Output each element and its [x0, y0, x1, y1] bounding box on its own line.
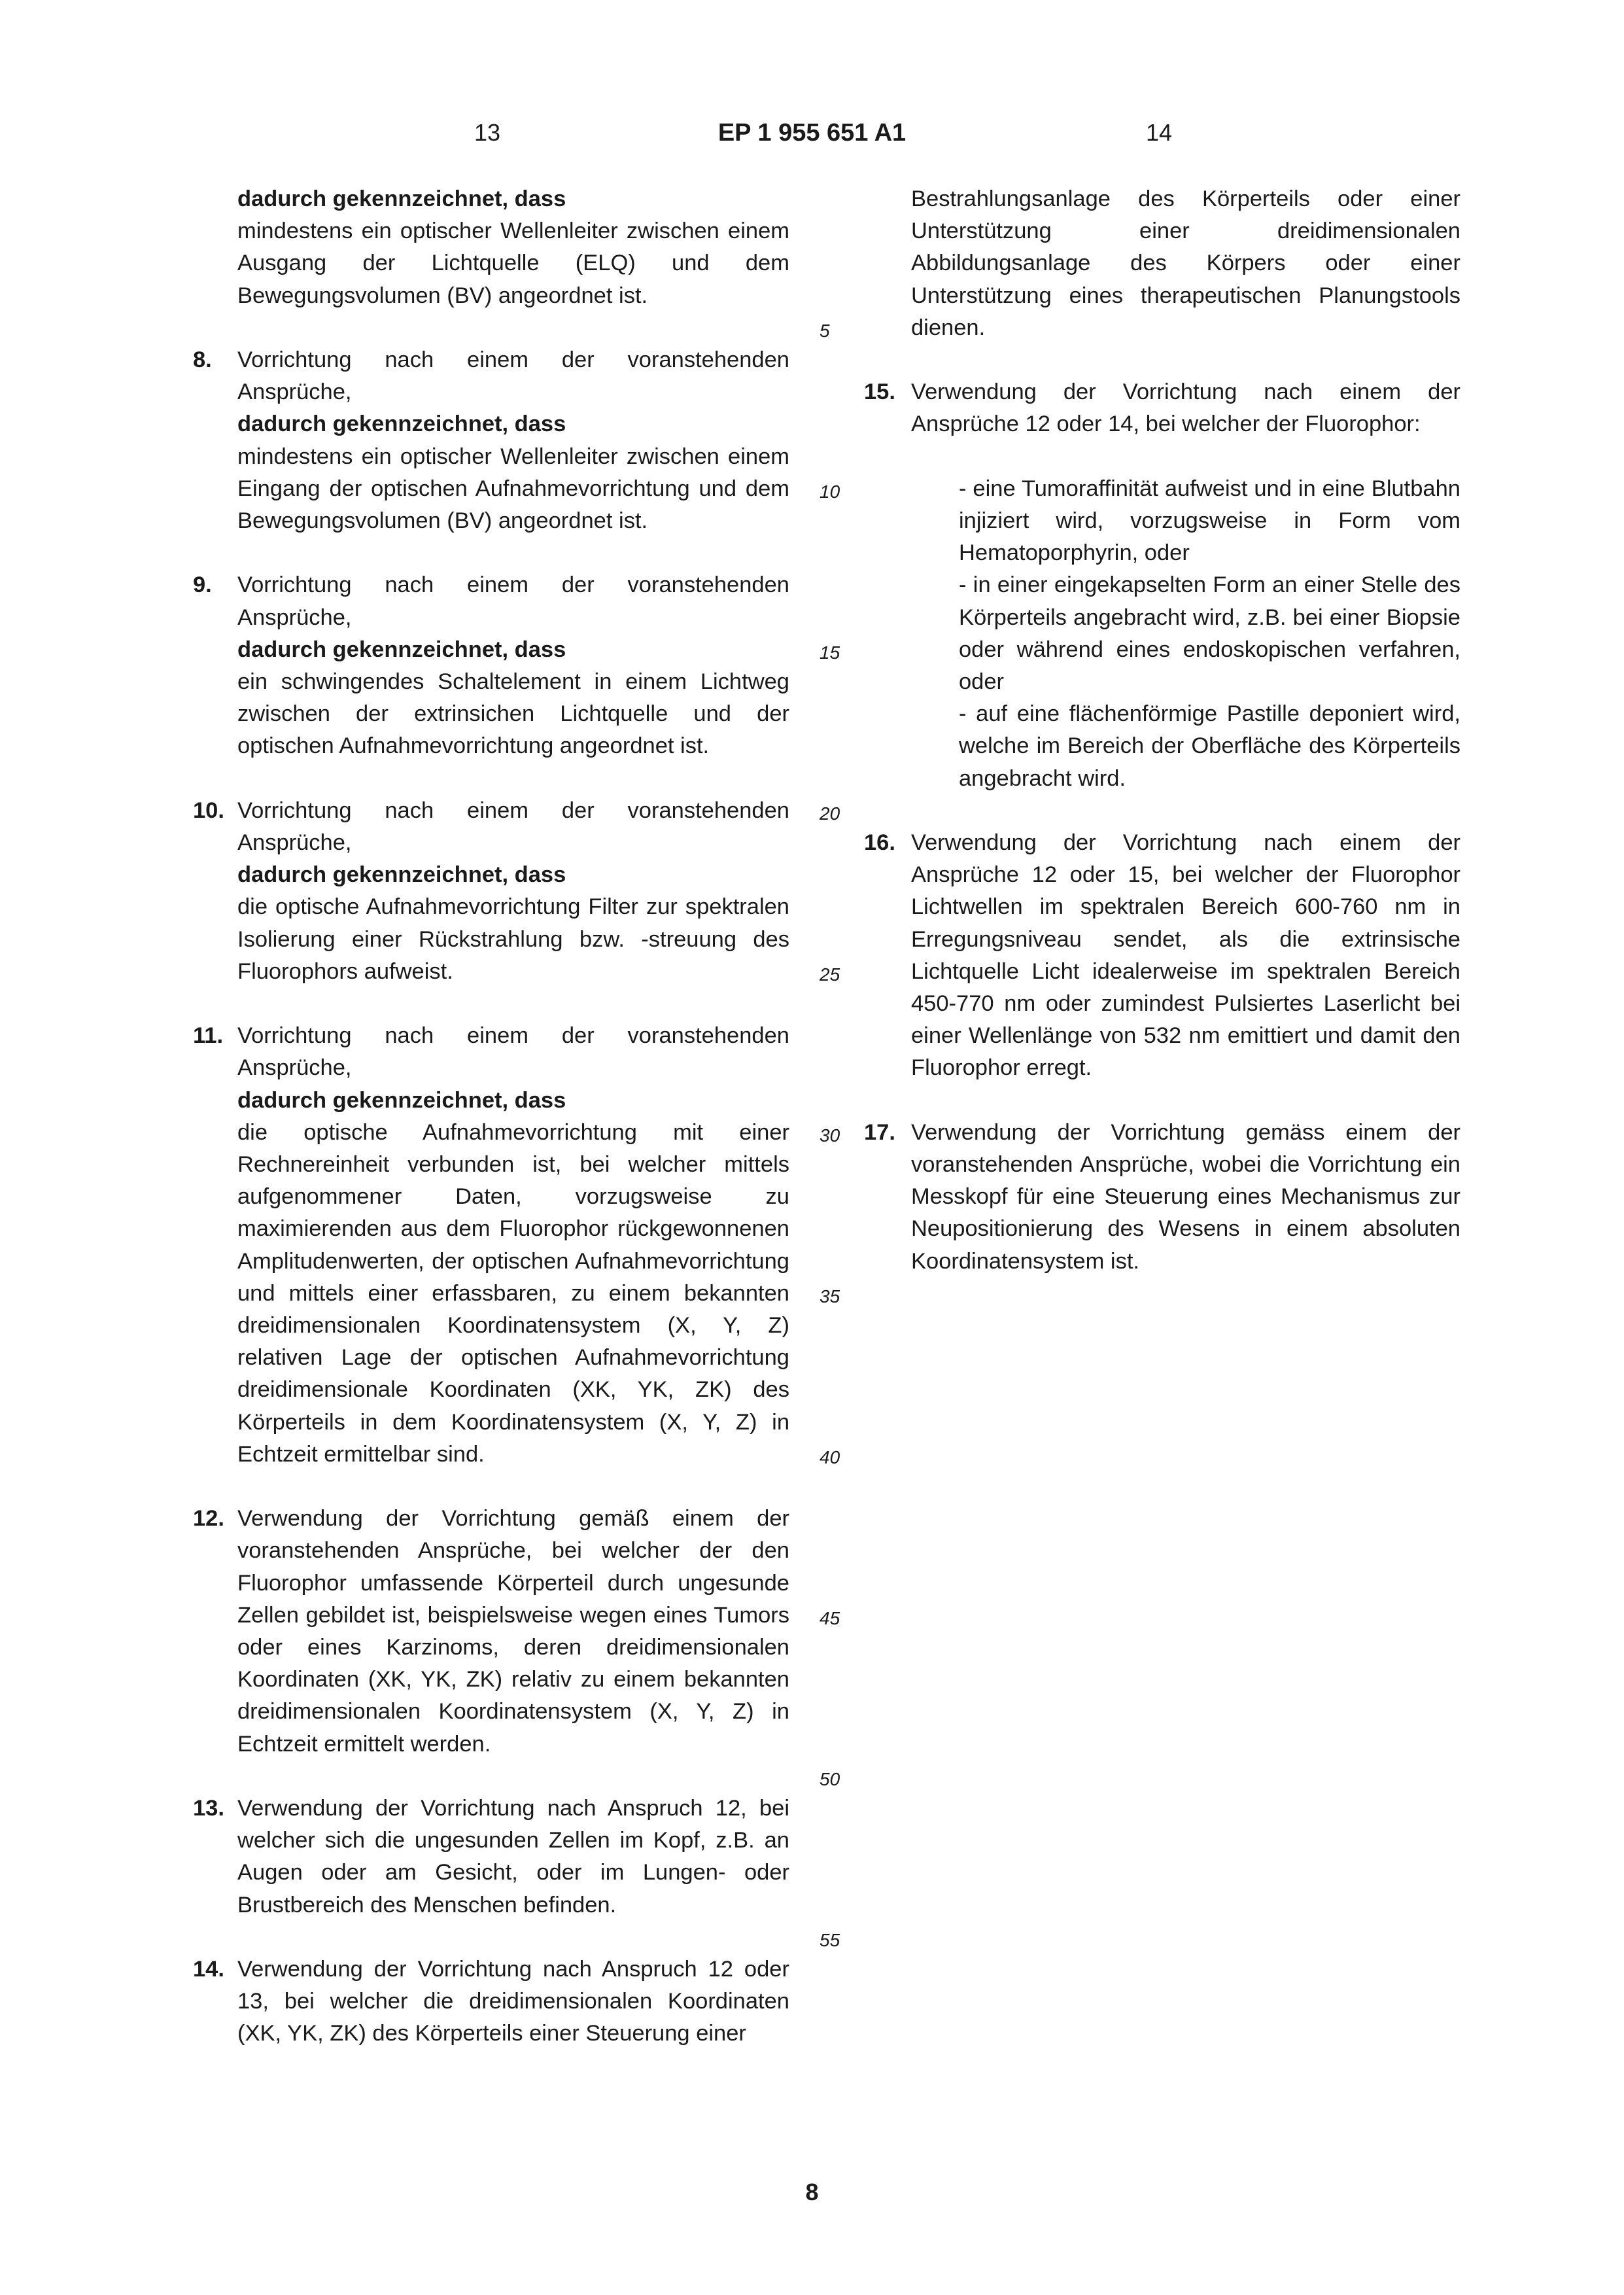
claim-item: - eine Tumoraffinität aufweist und in eine Blutbahn injiziert wird, vorzugsweise in Form vom Hematoporphyrin, oder — [959, 476, 1460, 566]
line-number: 20 — [820, 803, 840, 824]
claim-keyword: dadurch gekennzeichnet, dass — [237, 412, 566, 437]
claim-keyword: dadurch gekennzeichnet, dass — [237, 1087, 566, 1113]
right-column — [864, 183, 1460, 1310]
claim-number: 13. — [193, 1796, 224, 1821]
claim-keyword: dadurch gekennzeichnet, dass — [237, 186, 566, 211]
line-number: 45 — [820, 1608, 840, 1628]
left-page-number: 13 — [474, 119, 501, 146]
left-column — [193, 183, 789, 2082]
claim-text: ein schwingendes Schaltelement in einem Lichtweg zwischen der extrinsichen Lichtquelle und der optischen Aufnahmevorrichtung angeordnet ist. — [237, 669, 789, 759]
line-number: 40 — [820, 1447, 840, 1467]
right-page-number: 14 — [1146, 119, 1173, 146]
claim-text: die optische Aufnahmevorrichtung mit einer Rechnereinheit verbunden ist, bei welcher mittels aufgenommener Daten, vorzugsweise zu maximierenden aus dem Fluorophor rückgewonnenen Amplitudenwerten, der optischen Aufnahmevorrichtung und mittels einer erfassbaren, zu einem bekannten dreidimensionalen Koordinatensystem (X, Y, Z) relativen Lage der optischen Aufnahmevorrichtung dreidimensionale Koordinaten (XK, YK, ZK) des Körperteils in dem Koordinatensystem (X, Y, Z) in Echtzeit ermittelbar sind. — [237, 1119, 789, 1467]
line-number: 50 — [820, 1769, 840, 1789]
claim-item: - auf eine flächenförmige Pastille deponiert wird, welche im Bereich der Oberfläche des Körperteils angebracht wird. — [959, 701, 1460, 791]
claim-16 — [864, 827, 1460, 1085]
claim-text: Verwendung der Vorrichtung nach einem der Ansprüche 12 oder 14, bei welcher der Fluorophor: — [911, 379, 1460, 437]
claim-number: 17. — [864, 1119, 895, 1145]
claim-intro: Vorrichtung nach einem der voranstehenden Ansprüche, — [237, 347, 789, 405]
line-number: 15 — [820, 642, 840, 663]
claim-text: die optische Aufnahmevorrichtung Filter zur spektralen Isolierung einer Rückstrahlung bzw. -streuung des Fluorophors aufweist. — [237, 894, 789, 984]
claim-17 — [864, 1117, 1460, 1278]
page-number: 8 — [805, 2179, 819, 2205]
line-number: 30 — [820, 1125, 840, 1146]
line-number: 55 — [820, 1930, 840, 1950]
claim-intro: Vorrichtung nach einem der voranstehenden Ansprüche, — [237, 1023, 789, 1081]
claim-13 — [193, 1793, 789, 1921]
claim-11 — [193, 1020, 789, 1471]
claim-text: mindestens ein optischer Wellenleiter zwischen einem Ausgang der Lichtquelle (ELQ) und dem Bewegungsvolumen (BV) angeordnet ist. — [237, 219, 789, 308]
line-number: 25 — [820, 964, 840, 985]
claim-number: 8. — [193, 347, 212, 372]
claim-number: 16. — [864, 830, 895, 856]
claim-number: 10. — [193, 797, 224, 823]
claim-8 — [193, 344, 789, 537]
claim-text: Verwendung der Vorrichtung gemäß einem der voranstehenden Ansprüche, bei welcher der den Fluorophor umfassende Körperteil durch ungesunde Zellen gebildet ist, beispielsweise wegen eines Tumors oder eines Karzinoms, deren dreidimensionalen Koordinaten (XK, YK, ZK) relativ zu einem bekannten dreidimensionalen Koordinatensystem (X, Y, Z) in Echtzeit ermittelt werden. — [237, 1506, 789, 1757]
claim-12 — [193, 1503, 789, 1761]
claim-text: mindestens ein optischer Wellenleiter zwischen einem Eingang der optischen Aufnahmevorrichtung und dem Bewegungsvolumen (BV) angeordnet ist. — [237, 444, 789, 534]
claim-item: - in einer eingekapselten Form an einer Stelle des Körperteils angebracht wird, z.B. bei einer Biopsie oder während eines endoskopischen verfahren, oder — [959, 572, 1460, 695]
claim-text: Verwendung der Vorrichtung nach einem der Ansprüche 12 oder 15, bei welcher der Fluorophor Lichtwellen im spektralen Bereich 600-760 nm in Erregungsniveau sendet, als die extrinsische Lichtquelle Licht idealerweise im spektralen Bereich 450-770 nm oder zumindest Pulsiertes Laserlicht bei einer Wellenlänge von 532 nm emittiert und damit den Fluorophor erregt. — [911, 830, 1460, 1081]
claim-keyword: dadurch gekennzeichnet, dass — [237, 637, 566, 662]
claim-number: 12. — [193, 1506, 224, 1532]
claim-15 — [864, 376, 1460, 795]
document-id: EP 1 955 651 A1 — [717, 119, 907, 147]
claim-text: Verwendung der Vorrichtung nach Anspruch 12, bei welcher sich die ungesunden Zellen im Kopf, z.B. an Augen oder am Gesicht, oder im Lungen- oder Brustbereich des Menschen befinden. — [237, 1796, 789, 1918]
claim-continuation — [237, 183, 789, 312]
claim-9 — [193, 569, 789, 762]
claim-number: 11. — [193, 1023, 224, 1049]
claim-text: Bestrahlungsanlage des Körperteils oder einer Unterstützung einer dreidimensionalen Abbildungsanlage des Körpers oder einer Unterstützung eines therapeutischen Planungstools dienen. — [911, 186, 1460, 340]
claim-14 — [193, 1953, 789, 2050]
claim-item-list — [911, 473, 1460, 795]
claim-text: Verwendung der Vorrichtung nach Anspruch 12 oder 13, bei welcher die dreidimensionalen Koordinaten (XK, YK, ZK) des Körperteils einer Steuerung einer — [237, 1957, 789, 2046]
claim-text: Verwendung der Vorrichtung gemäss einem der voranstehenden Ansprüche, wobei die Vorrichtung ein Messkopf für eine Steuerung eines Mechanismus zur Neupositionierung des Wesens in einem absoluten Koordinatensystem ist. — [911, 1119, 1460, 1274]
claim-continuation — [911, 183, 1460, 344]
claim-intro: Vorrichtung nach einem der voranstehenden Ansprüche, — [237, 572, 789, 630]
line-number: 10 — [820, 482, 840, 502]
line-number: 5 — [820, 321, 830, 341]
claim-number: 9. — [193, 572, 212, 598]
claim-10 — [193, 795, 789, 988]
line-number: 35 — [820, 1286, 840, 1306]
claim-intro: Vorrichtung nach einem der voranstehenden Ansprüche, — [237, 797, 789, 856]
claim-number: 14. — [193, 1957, 224, 1982]
claim-number: 15. — [864, 379, 895, 405]
claim-keyword: dadurch gekennzeichnet, dass — [237, 862, 566, 888]
